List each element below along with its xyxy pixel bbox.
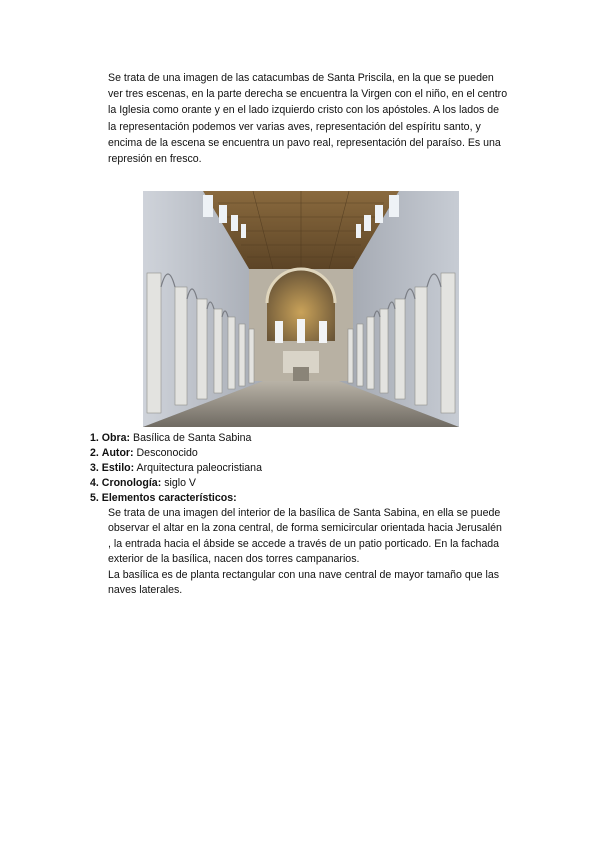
info-item-autor (90, 446, 530, 461)
description-line: naves laterales. (108, 584, 183, 597)
intro-line: encima de la escena se encuentra un pavo real, representación del paraíso. Es una (108, 136, 501, 149)
intro-line: Se trata de una imagen de las catacumbas de Santa Priscila, en la que se pueden (108, 72, 494, 84)
info-item-cronologia (90, 476, 530, 491)
info-item-elementos (90, 491, 530, 506)
intro-paragraph (108, 70, 528, 167)
info-item-number: 3. (90, 462, 99, 474)
info-item-label: Estilo: (101, 462, 135, 474)
info-item-value: siglo V (164, 477, 196, 489)
info-item-value: Arquitectura paleocristiana (136, 462, 262, 474)
description-line: , la entrada hacia el ábside se accede a través de un patio porticado. En la fachada (108, 537, 500, 550)
info-item-value: Desconocido (136, 447, 198, 459)
description-line: observar el altar en la zona central, de forma semicircular orientada hacia Jerusalén (108, 522, 502, 535)
info-item-number: 5. (90, 492, 99, 504)
description-line: Se trata de una imagen del interior de la basílica de Santa Sabina, en ella se puede (108, 507, 501, 519)
intro-line: represión en fresco. (108, 153, 202, 166)
description-paragraph (108, 506, 528, 598)
description-line: exterior de la basílica, nacen dos torres campanarios. (108, 553, 360, 566)
intro-line: la Iglesia como orante y en el lado izquierdo cristo con los apóstoles. A los lados de (108, 104, 500, 117)
description-line: La basílica es de planta rectangular con una nave central de mayor tamaño que las (108, 568, 500, 581)
intro-line: ver tres escenas, en la parte derecha se encuentra la Virgen con el niño, en el centro (108, 88, 508, 101)
info-item-value: Basílica de Santa Sabina (133, 432, 252, 444)
intro-line: la representación podemos ver varias aves, representación del espíritu santo, y (108, 120, 481, 133)
info-item-label: Elementos característicos: (101, 492, 237, 504)
info-item-number: 2. (90, 447, 99, 459)
info-item-label: Cronología: (101, 477, 162, 489)
info-item-label: Obra: (101, 432, 131, 444)
info-item-estilo (90, 461, 530, 476)
info-item-number: 4. (90, 477, 99, 489)
basilica-interior-photo (143, 191, 459, 427)
info-item-obra (90, 431, 530, 446)
info-item-number: 1. (90, 432, 99, 444)
artwork-info-list (90, 431, 530, 506)
info-item-label: Autor: (101, 447, 134, 459)
